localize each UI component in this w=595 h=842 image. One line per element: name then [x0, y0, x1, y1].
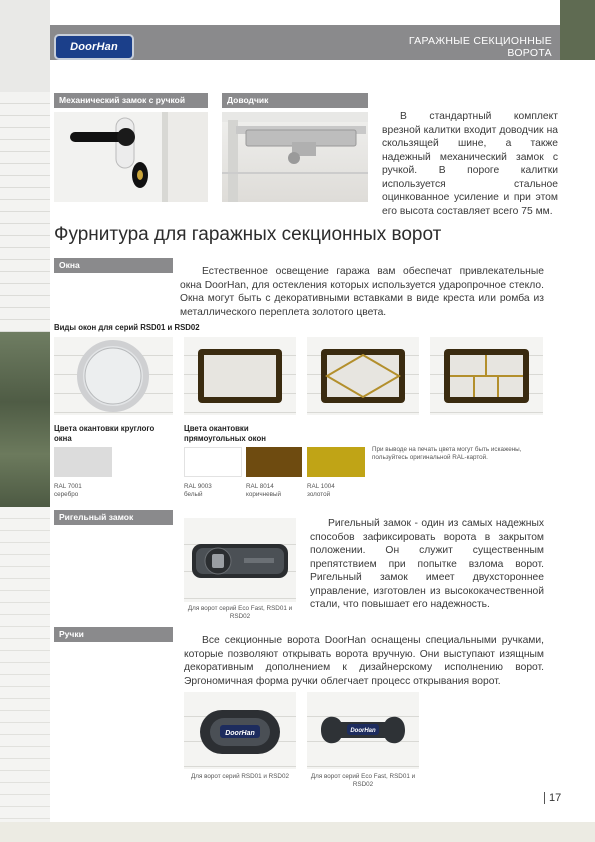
closer-photo: [222, 112, 368, 202]
windows-description: Естественное освещение гаража вам обеспечат привлекательные окна DoorHan, для остекления которых используется ударопрочное стекло. Окна могут быть с декоративными вставками в виде креста или ромба из металлического переплета золотого цвета.: [180, 266, 544, 318]
swatch-ral-1004: [307, 447, 365, 477]
swatch-label-1004: RAL 1004 золотой: [307, 483, 335, 498]
section-title: ГАРАЖНЫЕ СЕКЦИОННЫЕ ВОРОТА: [408, 35, 552, 59]
swatch-ral-8014: [246, 447, 302, 477]
swatch-label-7001: RAL 7001 серебро: [54, 483, 82, 498]
bolt-lock-caption: Для ворот серий Eco Fast, RSD01 и RSD02: [187, 605, 293, 620]
door-closer-icon: [222, 112, 368, 202]
page-heading: Фурнитура для гаражных секционных ворот: [54, 224, 442, 245]
left-strip-green: [0, 332, 50, 507]
label-handles: Ручки: [54, 627, 173, 642]
left-strip-panels-lower: [0, 507, 50, 842]
lock-photo: [54, 112, 208, 202]
left-strip-top: [0, 0, 50, 92]
swatch-ral-9003: [184, 447, 242, 477]
handles-description: Все секционные ворота DoorHan оснащены специальными ручками, которые позволяют открывать ворота вручную. Они выступают изящным декоративным дополнением к дизайнерскому исполнению ворот. Эргономичная форма ручки облегчает процесс открывания ворот.: [184, 635, 544, 687]
bolt-lock-photo: [184, 518, 296, 602]
round-window-icon: [54, 337, 173, 415]
label-bolt-lock: Ригельный замок: [54, 510, 173, 525]
label-mechanical-lock: Механический замок с ручкой: [54, 93, 208, 108]
handle-brand-text-2: DoorHan: [350, 728, 376, 734]
page-number: 17: [544, 792, 561, 804]
rect-window-plain-photo: [184, 337, 296, 415]
doorhan-logo: DoorHan: [54, 34, 134, 60]
handle-caption-1: Для ворот серий RSD01 и RSD02: [191, 773, 289, 780]
footer-band: [0, 822, 595, 842]
diamond-window-icon: [307, 337, 419, 415]
handle-caption-2: Для ворот серий Eco Fast, RSD01 и RSD02: [310, 773, 416, 788]
round-colors-title: Цвета окантовки круглого окна: [54, 424, 155, 443]
lock-handle-icon: [54, 112, 208, 202]
swatch-label-9003: RAL 9003 белый: [184, 483, 212, 498]
rect-window-cross-photo: [430, 337, 543, 415]
rect-window-icon: [184, 337, 296, 415]
rect-window-diamond-photo: [307, 337, 419, 415]
label-door-closer: Доводчик: [222, 93, 368, 108]
handle-icon-2: [307, 692, 419, 769]
handle-photo-2: [307, 692, 419, 769]
left-strip-panels: [0, 92, 50, 332]
handle-icon-1: [184, 692, 296, 769]
rect-colors-title: Цвета окантовки прямоугольных окон: [184, 424, 266, 443]
round-window-photo: [54, 337, 173, 415]
corner-green-block: [560, 0, 595, 60]
bolt-lock-description: Ригельный замок - один из самых надежных способов зафиксировать ворота в закрытом положении. Он служит существенным препятствием при попытке взлома ворот. Ригельный замок имеет двухстороннее управление, изготовлен из высококачественной стали, что повышает его надежность.: [310, 518, 544, 610]
swatch-ral-7001: [54, 447, 112, 477]
bolt-lock-icon: [184, 518, 296, 602]
swatch-label-8014: RAL 8014 коричневый: [246, 483, 281, 498]
handle-brand-text: DoorHan: [225, 730, 255, 737]
window-types-title: Виды окон для серий RSD01 и RSD02: [54, 323, 200, 332]
cross-window-icon: [430, 337, 543, 415]
print-note: При выводе на печать цвета могут быть искажены, пользуйтесь оригинальной RAL-картой.: [372, 446, 522, 461]
handle-photo-1: [184, 692, 296, 769]
label-windows: Окна: [54, 258, 173, 273]
top-description: В стандартный комплект врезной калитки входит доводчик на скользящей шине, а также надежный механический замок с ручкой. В пороге калитки используется стальное оцинкованное усиление и при этом его высота составляет всего 75 мм.: [382, 111, 558, 217]
